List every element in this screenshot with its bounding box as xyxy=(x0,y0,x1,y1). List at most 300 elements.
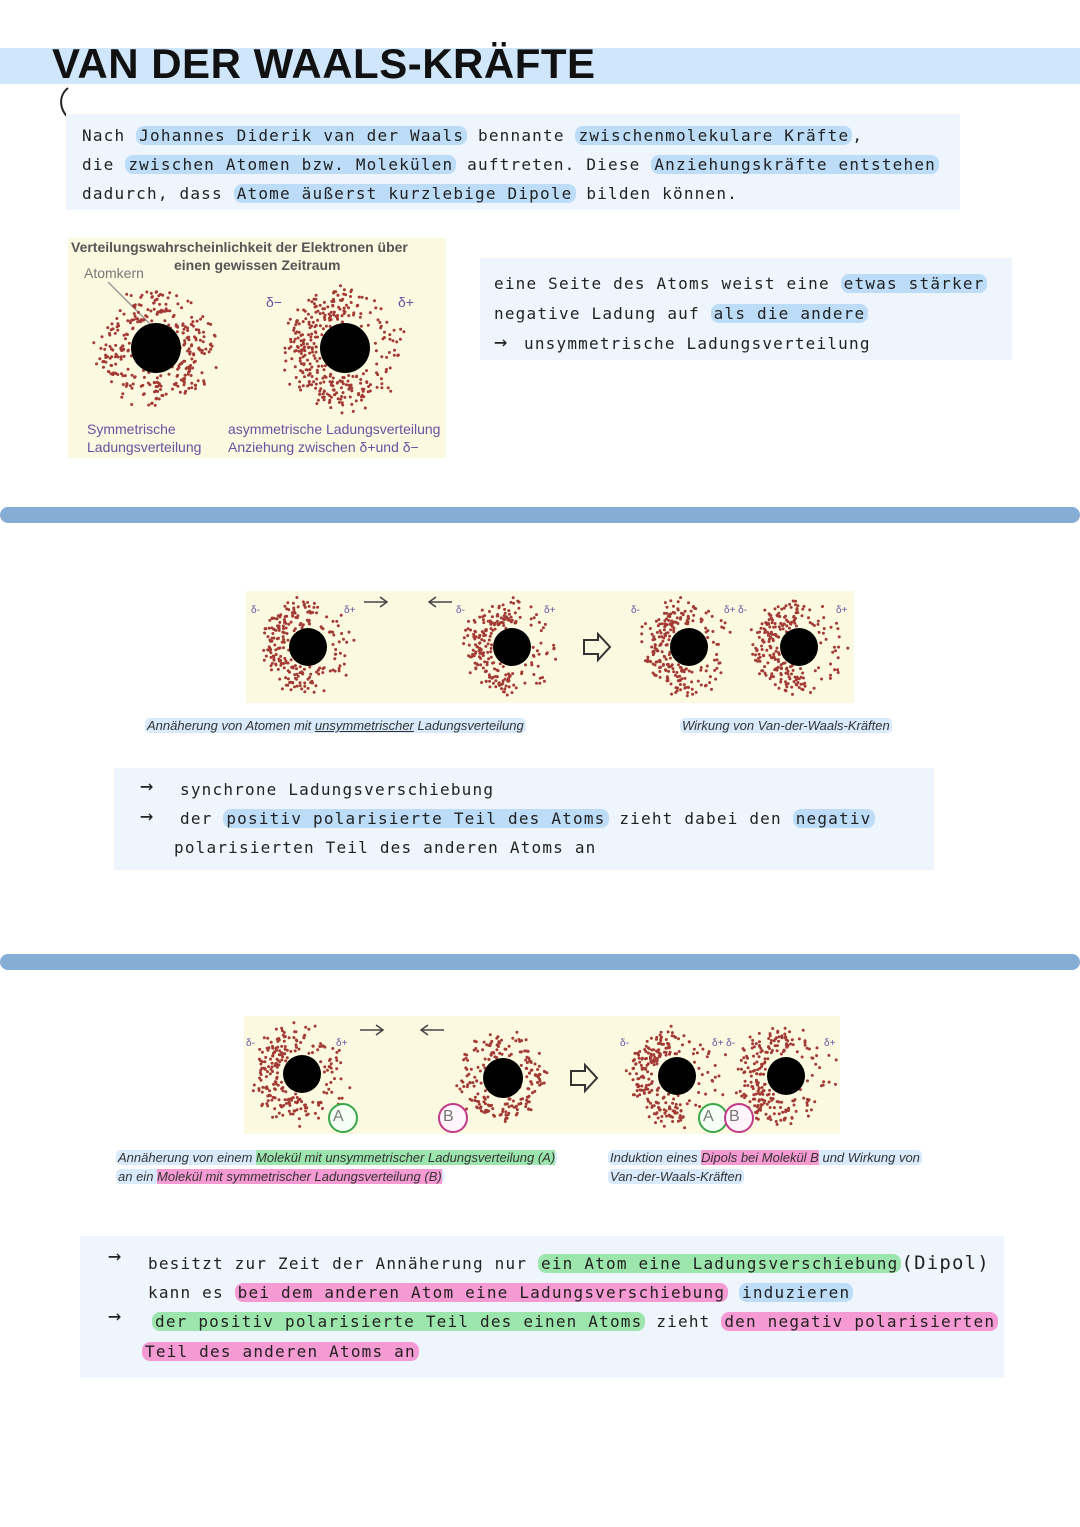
electron-dot xyxy=(127,349,130,352)
electron-dot xyxy=(475,662,478,665)
electron-dot xyxy=(174,383,177,386)
electron-dot xyxy=(808,1048,811,1051)
electron-dot xyxy=(743,1096,746,1099)
molecule-b-result-label: B xyxy=(729,1108,740,1125)
electron-dot xyxy=(706,636,709,639)
electron-dot xyxy=(515,1031,518,1034)
electron-dot xyxy=(168,309,171,312)
electron-dot xyxy=(338,640,341,643)
electron-dot xyxy=(761,1086,764,1089)
electron-dot xyxy=(108,332,111,335)
electron-dot xyxy=(486,663,489,666)
electron-dot xyxy=(338,667,341,670)
electron-dot xyxy=(743,1049,746,1052)
electron-dot xyxy=(359,382,362,385)
electron-dot xyxy=(321,671,324,674)
electron-dot xyxy=(764,1083,767,1086)
electron-dot xyxy=(112,372,115,375)
result-arrow-icon xyxy=(584,634,610,660)
electron-dot xyxy=(267,1099,270,1102)
electron-dot xyxy=(775,1120,778,1123)
electron-dot xyxy=(698,1105,701,1108)
electron-dot xyxy=(345,641,348,644)
electron-dot xyxy=(517,1103,520,1106)
nucleus-symmetric xyxy=(131,323,181,373)
electron-dot xyxy=(641,1068,644,1071)
electron-dot xyxy=(674,674,677,677)
electron-dot xyxy=(271,1045,274,1048)
electron-dot xyxy=(352,410,355,413)
electron-dot xyxy=(293,350,296,353)
electron-dot xyxy=(322,327,325,330)
electron-dot xyxy=(486,1096,489,1099)
electron-dot xyxy=(120,372,123,375)
electron-dot xyxy=(671,1031,674,1034)
electron-dot xyxy=(258,1058,261,1061)
electron-dot xyxy=(339,398,342,401)
electron-dot xyxy=(808,608,811,611)
electron-dot xyxy=(494,685,497,688)
electron-dot xyxy=(658,670,661,673)
electron-dot xyxy=(777,605,780,608)
electron-dot xyxy=(190,301,193,304)
electron-dot xyxy=(192,325,195,328)
electron-dot xyxy=(289,1050,292,1053)
electron-dot xyxy=(329,375,332,378)
electron-dot xyxy=(333,657,336,660)
electron-dot xyxy=(538,1084,541,1087)
electron-dot xyxy=(302,309,305,312)
electron-dot xyxy=(665,1038,668,1041)
electron-dot xyxy=(504,1110,507,1113)
electron-dot xyxy=(735,1091,738,1094)
side-note-line-1: eine Seite des Atoms weist eine etwas stärker xyxy=(494,274,987,293)
electron-dot xyxy=(672,670,675,673)
electron-dot xyxy=(475,1040,478,1043)
electron-dot xyxy=(284,1098,287,1101)
electron-dot xyxy=(385,368,388,371)
electron-dot xyxy=(817,666,820,669)
electron-dot xyxy=(768,626,771,629)
electron-dot xyxy=(646,656,649,659)
electron-dot xyxy=(763,1102,766,1105)
electron-dot xyxy=(691,619,694,622)
electron-dot xyxy=(767,1037,770,1040)
electron-dot xyxy=(325,1083,328,1086)
electron-dot xyxy=(774,622,777,625)
electron-dot xyxy=(202,331,205,334)
electron-dot xyxy=(542,626,545,629)
electron-dot xyxy=(638,1057,641,1060)
electron-dot xyxy=(650,1037,653,1040)
electron-dot xyxy=(796,604,799,607)
electron-dot xyxy=(676,687,679,690)
delta-plus-mark: δ+ xyxy=(544,605,556,616)
electron-dot xyxy=(508,1054,511,1057)
electron-dot xyxy=(318,393,321,396)
intro-text xyxy=(82,124,952,210)
electron-dot xyxy=(338,401,341,404)
electron-dot xyxy=(311,346,314,349)
electron-dot xyxy=(284,1045,287,1048)
electron-dot xyxy=(714,678,717,681)
electron-dot xyxy=(335,1067,338,1070)
electron-dot xyxy=(289,345,292,348)
electron-dot xyxy=(389,338,392,341)
electron-dot xyxy=(314,330,317,333)
delta-plus-mark: δ+ xyxy=(344,605,356,616)
electron-dot xyxy=(756,1052,759,1055)
electron-dot xyxy=(760,645,763,648)
electron-dot xyxy=(260,1073,263,1076)
figure3-caption-left-line1: Annäherung von einem Molekül mit unsymmetrischer Ladungsverteilung (A) xyxy=(118,1150,556,1165)
electron-dot xyxy=(270,1099,273,1102)
electron-dot xyxy=(355,399,358,402)
electron-dot xyxy=(115,353,118,356)
electron-dot xyxy=(492,661,495,664)
electron-dot xyxy=(773,1112,776,1115)
electron-dot xyxy=(815,1054,818,1057)
electron-dot xyxy=(357,392,360,395)
electron-dot xyxy=(644,1067,647,1070)
electron-dot xyxy=(473,1085,476,1088)
electron-dot xyxy=(279,1104,282,1107)
electron-dot xyxy=(769,636,772,639)
electron-dot xyxy=(190,344,193,347)
electron-dot xyxy=(300,1100,303,1103)
electron-dot xyxy=(498,1042,501,1045)
electron-dot xyxy=(154,404,157,407)
electron-dot xyxy=(278,629,281,632)
electron-dot xyxy=(526,1096,529,1099)
electron-dot xyxy=(392,339,395,342)
electron-dot xyxy=(317,365,320,368)
electron-dot xyxy=(791,1038,794,1041)
electron-dot xyxy=(462,1058,465,1061)
electron-dot xyxy=(188,353,191,356)
electron-dot xyxy=(676,607,679,610)
electron-dot xyxy=(673,612,676,615)
figure2-svg xyxy=(246,591,854,703)
electron-dot xyxy=(297,675,300,678)
electron-dot xyxy=(484,1058,487,1061)
electron-dot xyxy=(779,622,782,625)
electron-dot xyxy=(676,622,679,625)
electron-dot xyxy=(193,361,196,364)
electron-dot xyxy=(540,629,543,632)
electron-dot xyxy=(490,647,493,650)
electron-dot xyxy=(334,648,337,651)
electron-dot xyxy=(332,298,335,301)
electron-dot xyxy=(500,1039,503,1042)
electron-dot xyxy=(508,1098,511,1101)
electron-dot xyxy=(640,640,643,643)
electron-dot xyxy=(313,602,316,605)
electron-dot xyxy=(280,1081,283,1084)
electron-dot xyxy=(298,1048,301,1051)
electron-dot xyxy=(282,627,285,630)
electron-dot xyxy=(784,1109,787,1112)
electron-dot xyxy=(379,326,382,329)
electron-dot xyxy=(318,390,321,393)
electron-dot xyxy=(655,1038,658,1041)
electron-dot xyxy=(105,343,108,346)
electron-dot xyxy=(503,608,506,611)
electron-dot xyxy=(526,1100,529,1103)
electron-dot xyxy=(316,369,319,372)
electron-dot xyxy=(389,390,392,393)
electron-dot xyxy=(811,1074,814,1077)
electron-dot xyxy=(388,351,391,354)
electron-dot xyxy=(329,314,332,317)
electron-dot xyxy=(253,1084,256,1087)
electron-dot xyxy=(288,1036,291,1039)
electron-dot xyxy=(295,596,298,599)
electron-dot xyxy=(270,668,273,671)
electron-dot xyxy=(543,1070,546,1073)
electron-dot xyxy=(330,1091,333,1094)
electron-dot xyxy=(489,1033,492,1036)
electron-dot xyxy=(790,673,793,676)
electron-dot xyxy=(315,378,318,381)
electron-dot xyxy=(647,1078,650,1081)
electron-dot xyxy=(511,619,514,622)
electron-dot xyxy=(710,688,713,691)
box3-line-1: besitzt zur Zeit der Annäherung nur ein Atom eine Ladungsverschiebung (Dipol) xyxy=(148,1252,990,1274)
electron-dot xyxy=(817,623,820,626)
electron-dot xyxy=(308,380,311,383)
electron-dot xyxy=(107,370,110,373)
electron-dot xyxy=(279,646,282,649)
electron-dot xyxy=(650,1049,653,1052)
electron-dot xyxy=(132,327,135,330)
electron-dot xyxy=(636,1083,639,1086)
electron-dot xyxy=(752,1055,755,1058)
electron-dot xyxy=(321,365,324,368)
electron-dot xyxy=(517,607,520,610)
electron-dot xyxy=(192,353,195,356)
electron-dot xyxy=(317,399,320,402)
electron-dot xyxy=(658,659,661,662)
electron-dot xyxy=(476,1050,479,1053)
electron-dot xyxy=(507,617,510,620)
electron-dot xyxy=(654,1121,657,1124)
electron-dot xyxy=(666,679,669,682)
electron-dot xyxy=(657,618,660,621)
electron-dot xyxy=(336,294,339,297)
electron-dot xyxy=(760,1063,763,1066)
electron-dot xyxy=(778,687,781,690)
electron-dot xyxy=(269,651,272,654)
electron-dot xyxy=(292,1036,295,1039)
electron-dot xyxy=(751,1047,754,1050)
electron-dot xyxy=(290,1097,293,1100)
delta-plus-delta-minus-mark: δ+ δ- xyxy=(724,605,748,616)
electron-dot xyxy=(683,669,686,672)
electron-dot xyxy=(478,616,481,619)
electron-dot xyxy=(645,1057,648,1060)
electron-dot xyxy=(315,611,318,614)
electron-dot xyxy=(266,1037,269,1040)
electron-dot xyxy=(137,311,140,314)
electron-dot xyxy=(375,349,378,352)
electron-dot xyxy=(337,397,340,400)
electron-dot xyxy=(271,1070,274,1073)
electron-dot xyxy=(315,351,318,354)
electron-dot xyxy=(667,619,670,622)
electron-dot xyxy=(767,1046,770,1049)
electron-dot xyxy=(642,1089,645,1092)
electron-dot xyxy=(380,355,383,358)
electron-dot xyxy=(340,386,343,389)
electron-dot xyxy=(766,661,769,664)
electron-dot xyxy=(293,673,296,676)
electron-dot xyxy=(364,407,367,410)
electron-dot xyxy=(203,352,206,355)
electron-dot xyxy=(501,682,504,685)
electron-dot xyxy=(466,634,469,637)
electron-dot xyxy=(271,1054,274,1057)
electron-dot xyxy=(525,1038,528,1041)
electron-dot xyxy=(507,672,510,675)
electron-dot xyxy=(770,1039,773,1042)
electron-dot xyxy=(129,384,132,387)
electron-dot xyxy=(332,620,335,623)
electron-dot xyxy=(763,640,766,643)
electron-dot xyxy=(344,293,347,296)
box2-line-2: der positiv polarisierte Teil des Atoms zieht dabei den negativ xyxy=(180,809,875,828)
electron-dot xyxy=(508,685,511,688)
electron-dot xyxy=(473,1076,476,1079)
electron-dot xyxy=(380,307,383,310)
electron-dot xyxy=(296,345,299,348)
electron-dot xyxy=(190,386,193,389)
electron-dot xyxy=(798,686,801,689)
electron-dot xyxy=(668,1053,671,1056)
electron-dot xyxy=(362,372,365,375)
electron-dot xyxy=(498,681,501,684)
electron-dot xyxy=(286,1056,289,1059)
electron-dot xyxy=(704,627,707,630)
electron-dot xyxy=(377,318,380,321)
electron-dot xyxy=(472,635,475,638)
electron-dot xyxy=(473,654,476,657)
electron-dot xyxy=(299,389,302,392)
electron-dot xyxy=(281,631,284,634)
electron-dot xyxy=(282,1034,285,1037)
electron-dot xyxy=(651,1060,654,1063)
electron-dot xyxy=(476,646,479,649)
electron-dot xyxy=(306,619,309,622)
electron-dot xyxy=(328,631,331,634)
electron-dot xyxy=(758,1032,761,1035)
electron-dot xyxy=(720,619,723,622)
electron-dot xyxy=(343,663,346,666)
electron-dot xyxy=(95,362,98,365)
electron-dot xyxy=(295,1046,298,1049)
electron-dot xyxy=(124,374,127,377)
electron-dot xyxy=(361,394,364,397)
electron-dot xyxy=(663,628,666,631)
electron-dot xyxy=(285,607,288,610)
electron-dot xyxy=(277,1084,280,1087)
electron-dot xyxy=(252,1089,255,1092)
electron-dot xyxy=(307,299,310,302)
electron-dot xyxy=(380,382,383,385)
electron-dot xyxy=(488,610,491,613)
electron-dot xyxy=(338,1049,341,1052)
electron-dot xyxy=(680,669,683,672)
electron-dot xyxy=(667,670,670,673)
electron-dot xyxy=(764,1057,767,1060)
electron-dot xyxy=(772,1097,775,1100)
electron-dot xyxy=(490,632,493,635)
electron-dot xyxy=(751,1039,754,1042)
electron-dot xyxy=(399,328,402,331)
electron-dot xyxy=(657,1042,660,1045)
electron-dot xyxy=(345,383,348,386)
electron-dot xyxy=(283,666,286,669)
electron-dot xyxy=(303,668,306,671)
electron-dot xyxy=(115,317,118,320)
electron-dot xyxy=(470,1099,473,1102)
electron-dot xyxy=(120,396,123,399)
electron-dot xyxy=(271,637,274,640)
electron-dot xyxy=(468,644,471,647)
electron-dot xyxy=(356,305,359,308)
electron-dot xyxy=(186,300,189,303)
electron-dot xyxy=(483,639,486,642)
electron-dot xyxy=(506,680,509,683)
electron-dot xyxy=(749,1070,752,1073)
electron-dot xyxy=(788,603,791,606)
electron-dot xyxy=(669,628,672,631)
electron-dot xyxy=(836,668,839,671)
electron-dot xyxy=(706,665,709,668)
electron-dot xyxy=(750,1075,753,1078)
electron-dot xyxy=(120,355,123,358)
electron-dot xyxy=(528,1057,531,1060)
electron-dot xyxy=(837,646,840,649)
electron-dot xyxy=(670,1025,673,1028)
electron-dot xyxy=(791,1117,794,1120)
section-divider-2 xyxy=(0,954,1080,970)
electron-dot xyxy=(276,1071,279,1074)
electron-dot xyxy=(402,330,405,333)
electron-dot xyxy=(273,1107,276,1110)
electron-dot xyxy=(319,324,322,327)
electron-dot xyxy=(323,398,326,401)
electron-dot xyxy=(290,621,293,624)
electron-dot xyxy=(783,623,786,626)
electron-dot xyxy=(505,1116,508,1119)
electron-dot xyxy=(664,634,667,637)
electron-dot xyxy=(283,1040,286,1043)
electron-dot xyxy=(123,313,126,316)
delta-plus-label: δ+ xyxy=(398,294,414,310)
electron-dot xyxy=(660,1031,663,1034)
electron-dot xyxy=(359,312,362,315)
electron-dot xyxy=(467,1073,470,1076)
electron-dot xyxy=(323,307,326,310)
electron-dot xyxy=(830,626,833,629)
electron-dot xyxy=(793,1104,796,1107)
electron-dot xyxy=(779,672,782,675)
electron-dot xyxy=(675,671,678,674)
electron-dot xyxy=(380,377,383,380)
electron-dot xyxy=(683,687,686,690)
electron-dot xyxy=(511,672,514,675)
